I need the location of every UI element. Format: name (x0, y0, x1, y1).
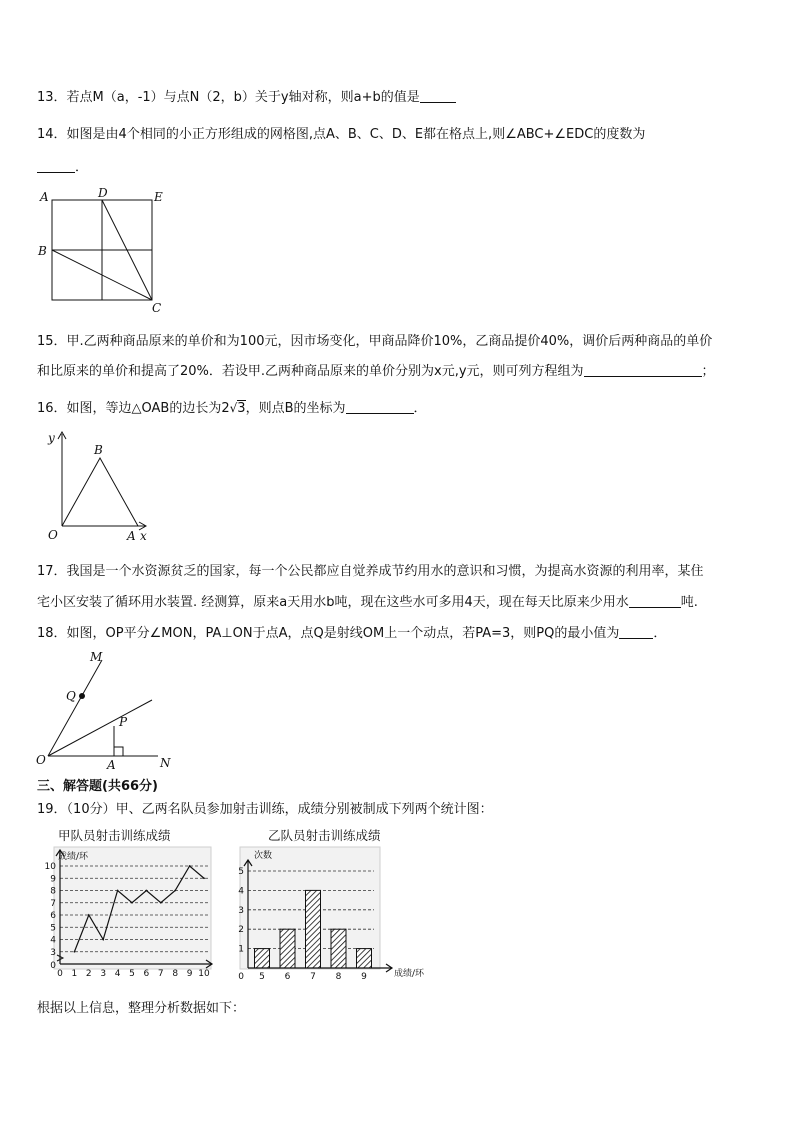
y-tick-label: 3 (238, 905, 244, 916)
answer-blank[interactable] (619, 625, 653, 639)
y-tick-label: 4 (238, 886, 244, 897)
x-tick-label: 7 (157, 969, 164, 979)
bar (280, 929, 295, 968)
question-15-line2 (37, 363, 715, 380)
point-label-b: B (94, 443, 103, 457)
point-q (79, 693, 85, 699)
chart-1-background (54, 847, 211, 969)
x-tick-label: 9 (186, 969, 193, 979)
angle-bisector-figure (36, 648, 176, 772)
data-point (102, 939, 104, 941)
bar (357, 949, 372, 968)
grid-figure (34, 186, 174, 316)
data-point (131, 902, 133, 904)
point-label-o: O (48, 528, 58, 542)
data-point (117, 890, 119, 892)
answer-blank[interactable] (346, 400, 414, 414)
y-tick-label: 5 (238, 867, 244, 877)
question-13-text: 13．若点M（a，-1）与点N（2，b）关于y轴对称，则a+b的值是 (37, 90, 420, 105)
sqrt-symbol: √ (229, 401, 238, 415)
question-19-text: 19．（10分）甲、乙两名队员参加射击训练，成绩分别被制成下列两个统计图： (37, 802, 493, 817)
y-tick-label: 2 (238, 925, 244, 936)
axis-label-x: x (140, 529, 147, 543)
question-16 (37, 400, 427, 417)
answer-blank[interactable] (584, 363, 702, 377)
question-19 (37, 801, 493, 818)
x-tick-label: 9 (361, 972, 367, 982)
chart-2-ylabel: 次数 (254, 851, 273, 861)
chart-1-ylabel: 成绩/环 (58, 852, 89, 862)
question-13 (37, 89, 456, 106)
question-14-text: 14．如图是由4个相同的小正方形组成的网格图,点A、B、C、D、E都在格点上,则∠ABC+∠EDC的度数为 (37, 127, 646, 142)
x-tick-label: 8 (172, 969, 179, 979)
x-tick-label: 6 (143, 969, 150, 979)
point-label-p: P (119, 715, 128, 729)
y-tick-label: 7 (50, 898, 56, 909)
question-17-end: 吨. (680, 595, 698, 610)
question-14 (37, 126, 645, 143)
point-label-c: C (152, 301, 162, 315)
y-tick-label: 5 (50, 923, 56, 934)
y-tick-label: 9 (50, 874, 56, 885)
x-tick-label: 0 (57, 969, 63, 979)
point-label-b: B (38, 244, 47, 258)
point-label-a: A (40, 190, 49, 204)
x-tick-label: 4 (114, 969, 121, 979)
right-angle-marker (114, 747, 123, 756)
chart-2-bar (236, 846, 440, 982)
question-15-end: ； (701, 364, 715, 379)
axis-label-y: y (48, 431, 55, 445)
y-tick-label: 10 (44, 862, 56, 872)
question-18-end: ． (653, 626, 667, 641)
chart-2-xlabel: 成绩/环 (394, 969, 425, 979)
question-15-text-2: 和比原来的单价和提高了20%．若设甲.乙两种商品原来的单价分别为x元,y元，则可列方程组为 (37, 364, 584, 379)
point-label-n: N (160, 756, 171, 770)
data-point (203, 877, 205, 879)
triangle-figure (36, 428, 156, 546)
point-label-q: Q (66, 689, 76, 703)
question-18 (37, 625, 666, 642)
x-tick-label: 7 (310, 972, 316, 982)
question-16-text-post: ，则点B的坐标为 (245, 401, 346, 416)
question-17 (37, 563, 704, 580)
question-17-line2 (37, 594, 698, 611)
data-point (74, 951, 76, 953)
triangle-oab (62, 458, 138, 526)
chart-1-title: 甲队员射击训练成绩 (58, 828, 171, 843)
point-label-e: E (154, 190, 163, 204)
y-tick-label: 6 (50, 911, 56, 921)
section-heading: 三、解答题(共66分) (37, 779, 158, 794)
point-label-o: O (36, 753, 46, 767)
question-17-text: 17．我国是一个水资源贫乏的国家，每一个公民都应自觉养成节约用水的意识和习惯，为提高水资源的利用率，某住 (37, 564, 704, 579)
x-tick-label: 1 (71, 969, 78, 979)
question-14-end: ． (75, 160, 89, 175)
sqrt-radicand: 3 (237, 401, 246, 416)
data-point (88, 914, 90, 916)
x-tick-label: 10 (198, 969, 210, 979)
question-15 (37, 333, 712, 350)
question-16-end: ． (413, 401, 427, 416)
x-tick-label: 6 (284, 972, 291, 982)
x-tick-label: 8 (335, 972, 342, 982)
chart-1-line (38, 846, 214, 982)
data-point (174, 890, 176, 892)
question-16-text-pre: 16．如图，等边△OAB的边长为2 (37, 401, 230, 416)
answer-blank[interactable] (420, 89, 456, 103)
data-point (160, 902, 162, 904)
question-17-text-2: 宅小区安装了循环用水装置. 经测算，原来a天用水b吨，现在这些水可多用4天，现在每天比原来少用水 (37, 595, 629, 610)
y-tick-label: 8 (50, 886, 56, 897)
bar (331, 929, 346, 968)
x-tick-label: 3 (100, 969, 107, 979)
point-label-m: M (90, 650, 103, 664)
question-19-footer-text: 根据以上信息，整理分析数据如下： (37, 1001, 246, 1016)
point-label-a: A (127, 529, 136, 543)
question-18-text: 18．如图，OP平分∠MON，PA⊥ON于点A，点Q是射线OM上一个动点，若PA=3，则PQ的最小值为 (37, 626, 620, 641)
x-tick-label: 5 (129, 969, 135, 979)
question-14-line2 (37, 159, 88, 176)
x-tick-label: 5 (259, 972, 265, 982)
point-label-a: A (107, 758, 116, 772)
data-point (189, 865, 191, 867)
bar (255, 949, 270, 968)
point-label-d: D (98, 186, 108, 200)
answer-blank[interactable] (629, 594, 681, 608)
y-tick-label: 0 (50, 961, 56, 971)
answer-blank[interactable] (37, 159, 75, 173)
y-tick-label: 4 (50, 935, 56, 946)
chart-2-title: 乙队员射击训练成绩 (268, 828, 381, 843)
question-19-footer (37, 1000, 245, 1017)
x-tick-label: 2 (85, 969, 92, 979)
bar (306, 890, 321, 968)
data-point (146, 890, 148, 892)
question-15-text: 15．甲.乙两种商品原来的单价和为100元，因市场变化，甲商品降价10%，乙商品提价40%，调价后两种商品的单价 (37, 334, 713, 349)
y-tick-label: 0 (238, 972, 244, 982)
y-tick-label: 3 (50, 947, 56, 958)
y-tick-label: 1 (238, 944, 244, 955)
